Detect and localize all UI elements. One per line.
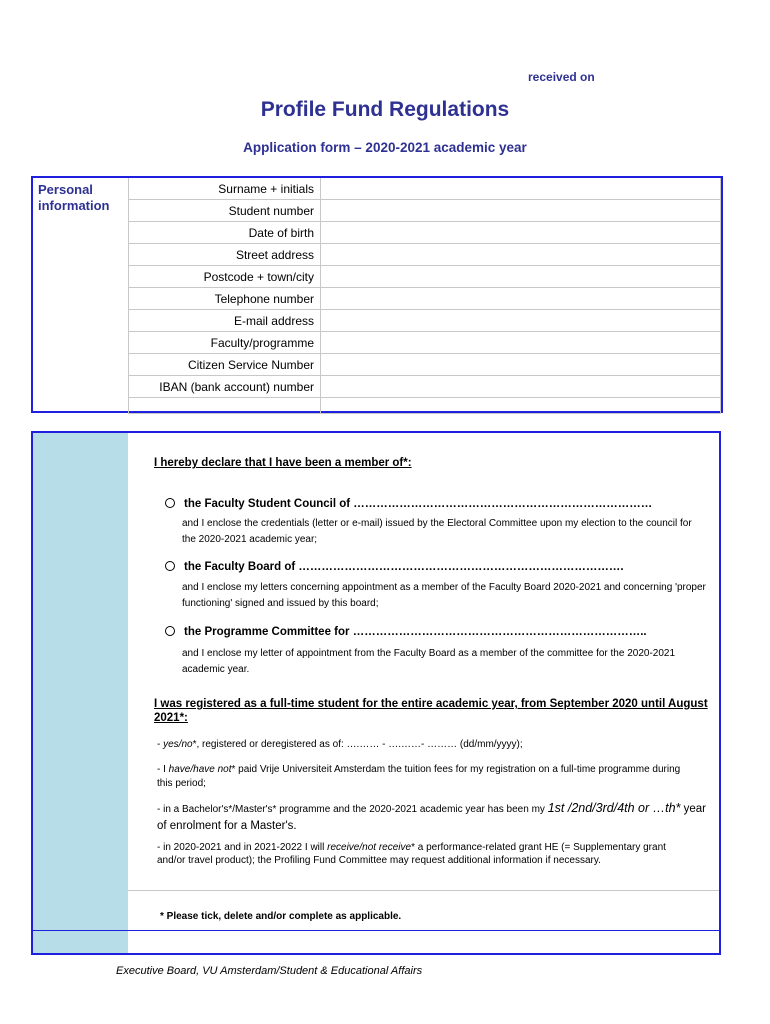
field-row-faculty — [129, 332, 721, 354]
field-row-telephone — [129, 288, 721, 310]
item-text: - in a Bachelor's*/Master's* programme and the 2020-2021 academic year has been my — [157, 804, 548, 815]
option-note: and I enclose the credentials (letter or e-mail) issued by the Electoral Committee upon my election to the council for the 2020-2021 academic year; — [182, 518, 692, 545]
receive-choice[interactable]: receive/not receive — [327, 842, 412, 853]
registered-heading: I was registered as a full-time student for the entire academic year, from September 2020 until August 2021*: — [154, 698, 708, 724]
field-label: Postcode + town/city — [129, 266, 321, 288]
option-note: and I enclose my letter of appointment from the Faculty Board as a member of the committee for the 2020-2021 academic year. — [182, 648, 676, 675]
have-have-not-choice[interactable]: have/have not — [168, 764, 232, 775]
tuition-item — [157, 763, 697, 791]
page-title: Profile Fund Regulations — [260, 98, 510, 121]
declaration-bottom-divider — [128, 930, 719, 931]
postcode-field[interactable] — [321, 266, 721, 288]
page-footer: Executive Board, VU Amsterdam/Student & Educational Affairs — [116, 965, 423, 977]
field-label: Faculty/programme — [129, 332, 321, 354]
section-label-line2: information — [38, 198, 110, 213]
declaration-bottom-divider-side — [33, 930, 128, 931]
footnote-divider — [128, 890, 719, 891]
enrolment-item — [157, 800, 717, 835]
field-label: E-mail address — [129, 310, 321, 332]
option-title: the Faculty Board of …………………………………………………………………………. — [184, 561, 624, 573]
option-programme-committee[interactable] — [165, 626, 725, 638]
field-label: Surname + initials — [129, 178, 321, 200]
field-row-email — [129, 310, 721, 332]
radio-circle-icon[interactable] — [165, 561, 175, 571]
registration-item: - yes/no*, registered or deregistered as of: ….…… - ….……- ……… (dd/mm/yyyy); — [157, 739, 523, 750]
yes-no-choice[interactable]: yes/no — [163, 739, 193, 750]
citizen-service-number-field[interactable] — [321, 354, 721, 376]
declaration-heading: I hereby declare that I have been a member of*: — [154, 457, 412, 469]
student-number-field[interactable] — [321, 200, 721, 222]
field-row-surname — [129, 178, 721, 200]
date-of-birth-field[interactable] — [321, 222, 721, 244]
field-row-date-of-birth — [129, 222, 721, 244]
radio-circle-icon[interactable] — [165, 626, 175, 636]
option-note: and I enclose my letters concerning appointment as a member of the Faculty Board 2020-2021 and concerning 'proper functioning' signed and issued by this board; — [182, 582, 706, 609]
field-row-citizen-service-number — [129, 354, 721, 376]
field-label: IBAN (bank account) number — [129, 376, 321, 398]
item-text: - I — [157, 764, 169, 775]
extra-field[interactable] — [321, 398, 721, 414]
iban-field[interactable] — [321, 376, 721, 398]
street-address-field[interactable] — [321, 244, 721, 266]
field-row-student-number — [129, 200, 721, 222]
option-faculty-board[interactable] — [165, 561, 725, 573]
option-title: the Faculty Student Council of …………………………………………………………………… — [184, 498, 653, 510]
field-label: Telephone number — [129, 288, 321, 310]
field-row-postcode — [129, 266, 721, 288]
option-faculty-student-council[interactable] — [165, 498, 725, 510]
item-text: * a performance-related grant HE (= Supplementary grant and/or travel product); the Profiling Fund Committee may request additional information if necessary. — [157, 842, 666, 866]
field-label: Date of birth — [129, 222, 321, 244]
item-text: year of enrolment for a Master's. — [157, 803, 706, 832]
field-row-empty — [129, 398, 721, 414]
grant-item — [157, 841, 677, 867]
personal-information-table — [128, 178, 721, 414]
field-row-street-address — [129, 244, 721, 266]
email-field[interactable] — [321, 310, 721, 332]
year-choice[interactable]: 1st /2nd/3rd/4th or …th* — [547, 801, 681, 815]
item-text: * paid Vrije Universiteit Amsterdam the tuition fees for my registration on a full-time programme during this period; — [157, 764, 681, 789]
received-on-label: received on — [528, 70, 595, 84]
footnote: * Please tick, delete and/or complete as applicable. — [160, 911, 402, 922]
faculty-field[interactable] — [321, 332, 721, 354]
page-subtitle: Application form – 2020-2021 academic year — [243, 140, 527, 155]
radio-circle-icon[interactable] — [165, 498, 175, 508]
telephone-field[interactable] — [321, 288, 721, 310]
section-label-line1: Personal — [38, 182, 93, 197]
field-label — [129, 398, 321, 414]
personal-information-label — [38, 182, 110, 214]
option-title: the Programme Committee for ………………………………………………………………….. — [184, 626, 647, 638]
field-label: Street address — [129, 244, 321, 266]
item-text: *, registered or deregistered as of: ….…… - ….……- ……… (dd/mm/yyyy); — [192, 739, 523, 750]
field-row-iban — [129, 376, 721, 398]
field-label: Student number — [129, 200, 321, 222]
item-text: - in 2020-2021 and in 2021-2022 I will — [157, 842, 328, 853]
field-label: Citizen Service Number — [129, 354, 321, 376]
surname-field[interactable] — [321, 178, 721, 200]
